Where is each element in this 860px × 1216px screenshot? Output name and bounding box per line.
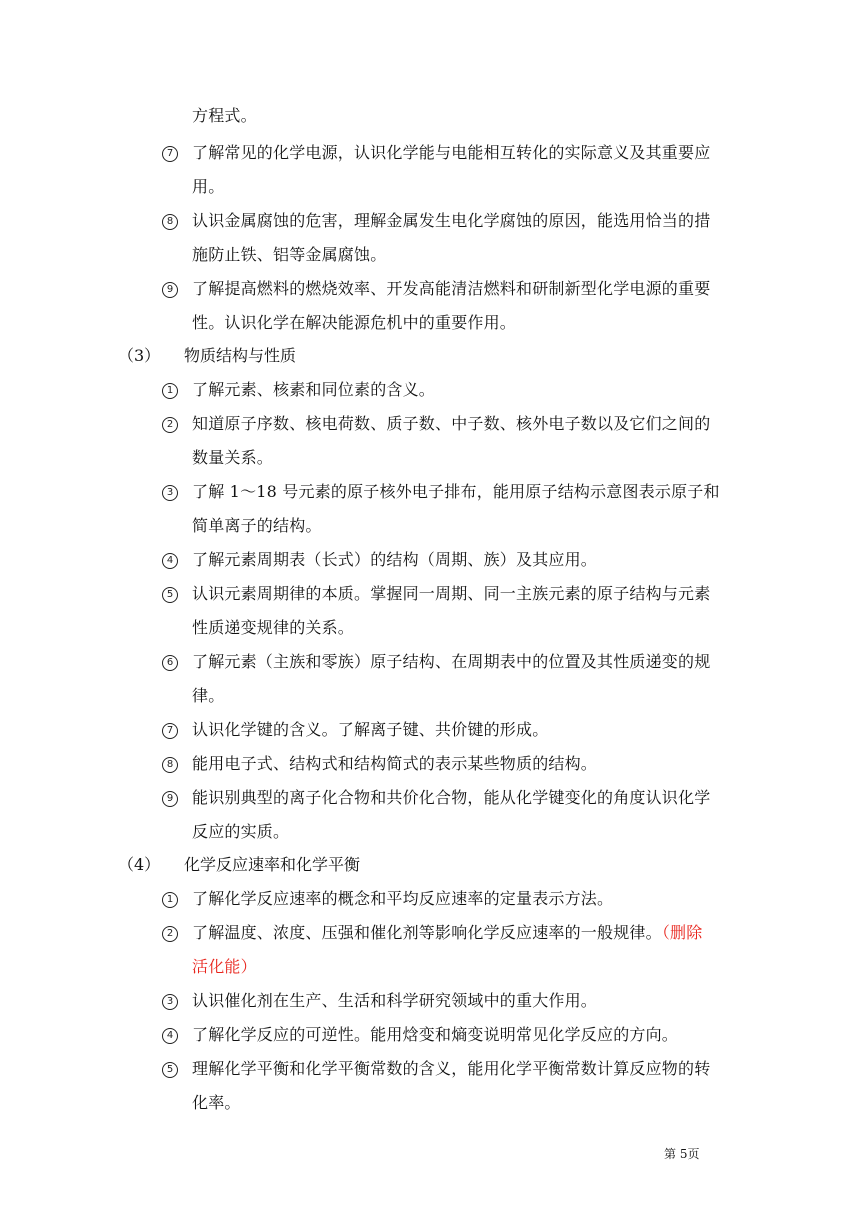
s3-item-8-line-1: 能用电子式、结构式和结构简式的表示某些物质的结构。 bbox=[192, 754, 598, 773]
s4-item-5-line-2: 化率。 bbox=[192, 1093, 241, 1112]
s3-item-6-line-2: 律。 bbox=[192, 686, 225, 705]
s4-item-1-line-1: 了解化学反应速率的概念和平均反应速率的定量表示方法。 bbox=[192, 889, 614, 908]
deletion-note-end: 活化能） bbox=[192, 957, 257, 976]
section-4-label: （4） bbox=[118, 855, 161, 874]
s3-item-9-line-1: 能识别典型的离子化合物和共价化合物，能从化学键变化的角度认识化学 bbox=[192, 788, 711, 807]
item-9-line-2: 性。认识化学在解决能源危机中的重要作用。 bbox=[192, 313, 517, 332]
item-7-line-1: 了解常见的化学电源，认识化学能与电能相互转化的实际意义及其重要应 bbox=[192, 143, 711, 162]
circled-number-4: 4 bbox=[162, 553, 178, 569]
circled-number-1b: 1 bbox=[162, 892, 178, 908]
s4-item-2-line-1 bbox=[192, 923, 702, 943]
circled-number-6: 6 bbox=[162, 655, 178, 671]
circled-number-3: 3 bbox=[162, 485, 178, 501]
s4-item-3-line-1: 认识催化剂在生产、生活和科学研究领域中的重大作用。 bbox=[192, 991, 598, 1010]
s3-item-5-line-1: 认识元素周期律的本质。掌握同一周期、同一主族元素的原子结构与元素 bbox=[192, 584, 711, 603]
item-9-line-1: 了解提高燃料的燃烧效率、开发高能清洁燃料和研制新型化学电源的重要 bbox=[192, 279, 711, 298]
item-7-line-2: 用。 bbox=[192, 177, 225, 196]
s3-item-1-line-1: 了解元素、核素和同位素的含义。 bbox=[192, 380, 436, 399]
circled-number-8b: 8 bbox=[162, 757, 178, 773]
s3-item-2-line-1: 知道原子序数、核电荷数、质子数、中子数、核外电子数以及它们之间的 bbox=[192, 414, 711, 433]
section-3-label: （3） bbox=[118, 346, 161, 365]
s3-item-5-line-2: 性质递变规律的关系。 bbox=[192, 618, 355, 637]
circled-number-3b: 3 bbox=[162, 994, 178, 1010]
s3-item-6-line-1: 了解元素（主族和零族）原子结构、在周期表中的位置及其性质递变的规 bbox=[192, 652, 711, 671]
item-6-continuation: 方程式。 bbox=[192, 106, 257, 125]
deletion-note-start: （删除 bbox=[661, 923, 703, 942]
section-3-title: 物质结构与性质 bbox=[184, 346, 297, 365]
circled-number-9: 9 bbox=[162, 282, 178, 298]
s4-item-5-line-1: 理解化学平衡和化学平衡常数的含义，能用化学平衡常数计算反应物的转 bbox=[192, 1059, 711, 1078]
s4-item-4-line-1: 了解化学反应的可逆性。能用焓变和熵变说明常见化学反应的方向。 bbox=[192, 1025, 679, 1044]
s3-item-9-line-2: 反应的实质。 bbox=[192, 822, 290, 841]
circled-number-5b: 5 bbox=[162, 1062, 178, 1078]
circled-number-9b: 9 bbox=[162, 791, 178, 807]
item-8-line-2: 施防止铁、铝等金属腐蚀。 bbox=[192, 245, 387, 264]
page-number: 第 5页 bbox=[664, 1147, 700, 1161]
s3-item-2-line-2: 数量关系。 bbox=[192, 448, 274, 467]
circled-number-8: 8 bbox=[162, 214, 178, 230]
circled-number-7: 7 bbox=[162, 146, 178, 162]
circled-number-5: 5 bbox=[162, 587, 178, 603]
circled-number-1: 1 bbox=[162, 383, 178, 399]
s3-item-3-line-2: 简单离子的结构。 bbox=[192, 516, 322, 535]
circled-number-7b: 7 bbox=[162, 723, 178, 739]
s4-item-2-text: 了解温度、浓度、压强和催化剂等影响化学反应速率的一般规律。 bbox=[192, 923, 662, 942]
circled-number-2b: 2 bbox=[162, 926, 178, 942]
item-8-line-1: 认识金属腐蚀的危害，理解金属发生电化学腐蚀的原因，能选用恰当的措 bbox=[192, 211, 711, 230]
section-4-title: 化学反应速率和化学平衡 bbox=[184, 855, 361, 874]
circled-number-4b: 4 bbox=[162, 1028, 178, 1044]
circled-number-2: 2 bbox=[162, 417, 178, 433]
s3-item-7-line-1: 认识化学键的含义。了解离子键、共价键的形成。 bbox=[192, 720, 549, 739]
s3-item-4-line-1: 了解元素周期表（长式）的结构（周期、族）及其应用。 bbox=[192, 550, 598, 569]
s3-item-3-line-1: 了解 1～18 号元素的原子核外电子排布，能用原子结构示意图表示原子和 bbox=[192, 482, 720, 501]
